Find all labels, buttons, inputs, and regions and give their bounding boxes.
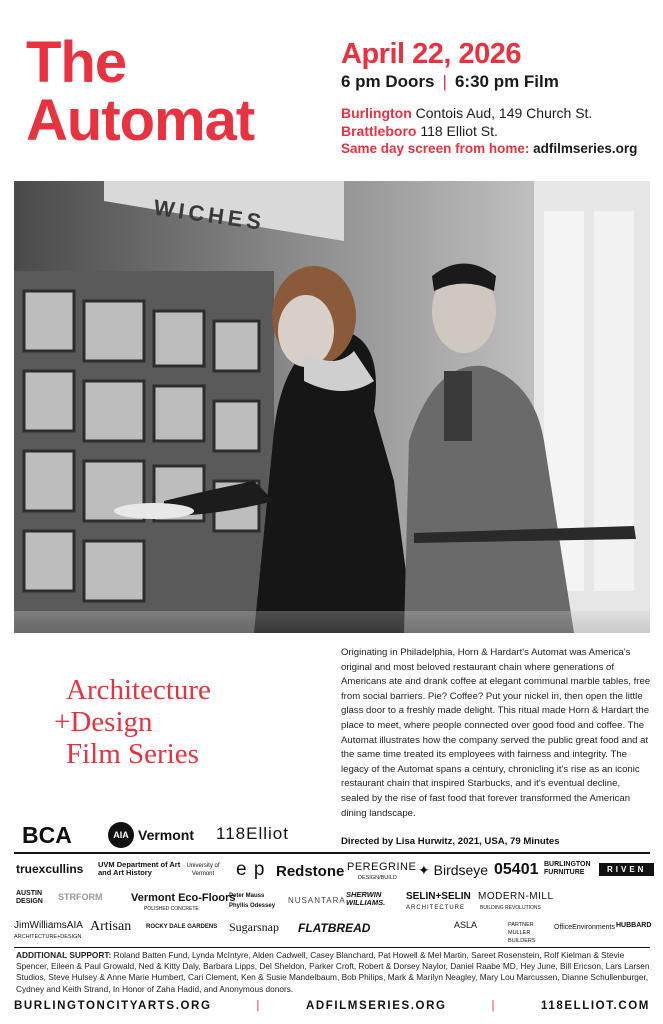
modern-mill-logo[interactable]: MODERN-MILL [478,891,554,902]
event-info [341,38,651,92]
film-title-line1: The [26,30,127,95]
stream-link[interactable]: adfilmseries.org [533,141,638,156]
stream-label: Same day screen from home: [341,141,534,156]
austin-design-logo[interactable]: AUSTIN DESIGN [16,890,43,905]
bca-logo[interactable]: BCA [22,822,72,848]
sign-text: WICHES [152,194,267,236]
film-still-photo [14,181,650,633]
selin-selin-sub: ARCHITECTURE [406,905,466,911]
venue-brattleboro [341,122,656,140]
peter-mauss-logo[interactable]: Peter Mauss [229,893,265,899]
aia-vermont-logo[interactable] [108,822,194,848]
jim-williams-sub: ARCHITECTURE+DESIGN [14,934,82,940]
film-credit: Directed by Lisa Hurwitz, 2021, USA, 79 Minutes [341,836,560,847]
footer-separator-2: | [491,1000,497,1012]
sponsor-logos [14,858,650,946]
series-line3: Film Series [66,738,199,770]
vermont-eco-floors-sub: POLISHED CONCRETE [144,906,199,912]
doors-time: 6 pm Doors [341,72,435,91]
nusantara-logo[interactable]: NUSANTARA [288,896,346,905]
redstone-logo[interactable]: Redstone [276,863,345,880]
series-line2: +Design [54,706,153,738]
118-elliot-logo[interactable]: 118Elliot [216,824,289,843]
venue-burlington-address: Contois Aud, 149 Church St. [411,105,593,121]
jim-williams-logo[interactable]: JimWilliamsAIA [14,920,83,931]
flatbread-logo[interactable]: FLATBREAD [298,921,371,935]
partners-logo[interactable]: PARTNER MULLER BUILDERS [508,922,536,944]
film-description: Originating in Philadelphia, Horn & Hardart's Automat was America's original and most beloved restaurant chain where generations of Americans ate and drank coffee at elegant communal marble tables, free from social barriers. Pie? Coffee? Put your nickel in, then open the little glass door to a freshly made delight. This ritual made Horn & Hardart the place to meet, where people connected over good food and coffee. The Automat illustrates how the company served the public great food and at the same time treated its employees with fairness and integrity. The legacy of the Automat spans a century, chronicling it's rise as an iconic restaurant chain that inspired Starbucks, and it's eventual decline, sealed by the rise of fast food that forever transformed the American dining landscape. [341,647,651,819]
venue-burlington [341,104,656,122]
film-series-logo [54,674,211,770]
event-date: April 22, 2026 [341,38,521,70]
event-times [341,72,651,92]
divider-bottom [14,947,650,948]
divider-top [14,852,650,854]
burlington-furniture-logo[interactable]: BURLINGTON FURNITURE [544,861,591,876]
times-separator: | [442,72,447,91]
presenter-logos [16,820,346,850]
vermont-eco-floors-logo[interactable]: Vermont Eco-Floors [131,892,236,904]
support-names: Roland Batten Fund, Lynda McIntyre, Alden Cadwell, Casey Blanchard, Pat Howell & Mel Martin, Sareet Rosenstein, Rolf Kielman & Stevie Spencer, Eileen & Paul Growald, Ned & Kitty Daly, Barbara Lipps, Del Sheldon, Parker Croft, Robert & Dorsey Naylor, Daniel Raabe MD, Hey June, Bill Ericson, Lars Larsen Studios, Steve Hulsey & Anne Marie Humbert, Cari Clement, Ken & Susie Mandelbaum, Bob Philips, Mark & Marilyn Neagley, Mary Lou Marcussen, Dianne Schullenburger, Cydney and Keith Strand, In Honor of Zaha Hadid, and Anonymous donors. [16,950,650,994]
additional-support [16,950,650,995]
series-line1: Architecture [66,674,211,706]
footer-link-bca[interactable]: BURLINGTONCITYARTS.ORG [14,1000,212,1012]
venue-burlington-city: Burlington [341,105,412,121]
05401-logo[interactable]: 05401 [494,861,539,878]
aia-vermont-label: Vermont [138,827,195,843]
selin-selin-logo[interactable]: SELIN+SELIN [406,891,471,902]
film-time: 6:30 pm Film [454,72,559,91]
uvm-logo[interactable]: UVM Department of Art and Art History [98,860,181,877]
asla-logo[interactable]: ASLA [454,920,478,930]
birdseye-logo[interactable]: ✦ Birdseye [418,862,489,878]
support-label: ADDITIONAL SUPPORT: [16,950,112,960]
footer-separator-1: | [256,1000,262,1012]
stream-info [341,140,656,158]
venue-brattleboro-city: Brattleboro [341,123,417,139]
modern-mill-sub: BUILDING REVOLUTIONS [480,905,541,911]
truexcullins-logo[interactable]: truexcullins [16,862,84,876]
riven-logo[interactable]: RIVEN [599,863,654,876]
venue-brattleboro-address: 118 Elliot St. [416,123,498,139]
film-title [26,30,255,153]
phyllis-odessey-logo[interactable]: Phyllis Odessey [229,903,276,909]
artisan-logo[interactable]: Artisan [90,919,132,934]
footer-link-118elliot[interactable]: 118ELLIOT.COM [540,1000,650,1012]
uvm-sub: University of Vermont [186,863,220,877]
hubbard-logo[interactable]: HUBBARD [616,922,652,929]
office-environments-logo[interactable]: OfficeEnvironments [554,924,615,931]
sugarsnap-logo[interactable]: Sugarsnap [229,920,279,934]
peregrine-logo[interactable]: PEREGRINE [347,861,417,873]
automat-scene-illustration [14,181,650,633]
footer-links [14,995,650,1017]
rocky-dale-logo[interactable]: ROCKY DALE GARDENS [146,924,218,930]
peregrine-sub: DESIGN/BUILD [358,875,397,881]
birdseye-label: Birdseye [433,862,489,878]
footer-link-adfilmseries[interactable]: ADFILMSERIES.ORG [305,1000,447,1012]
film-title-line2: Automat [26,88,255,153]
venue-list [341,104,656,158]
sherwin-williams-logo[interactable]: SHERWIN WILLIAMS. [346,890,386,907]
aia-circle-icon: AIA [108,822,134,848]
ep-logo[interactable]: e p [236,859,266,880]
strform-logo[interactable]: STRFORM [58,892,103,902]
